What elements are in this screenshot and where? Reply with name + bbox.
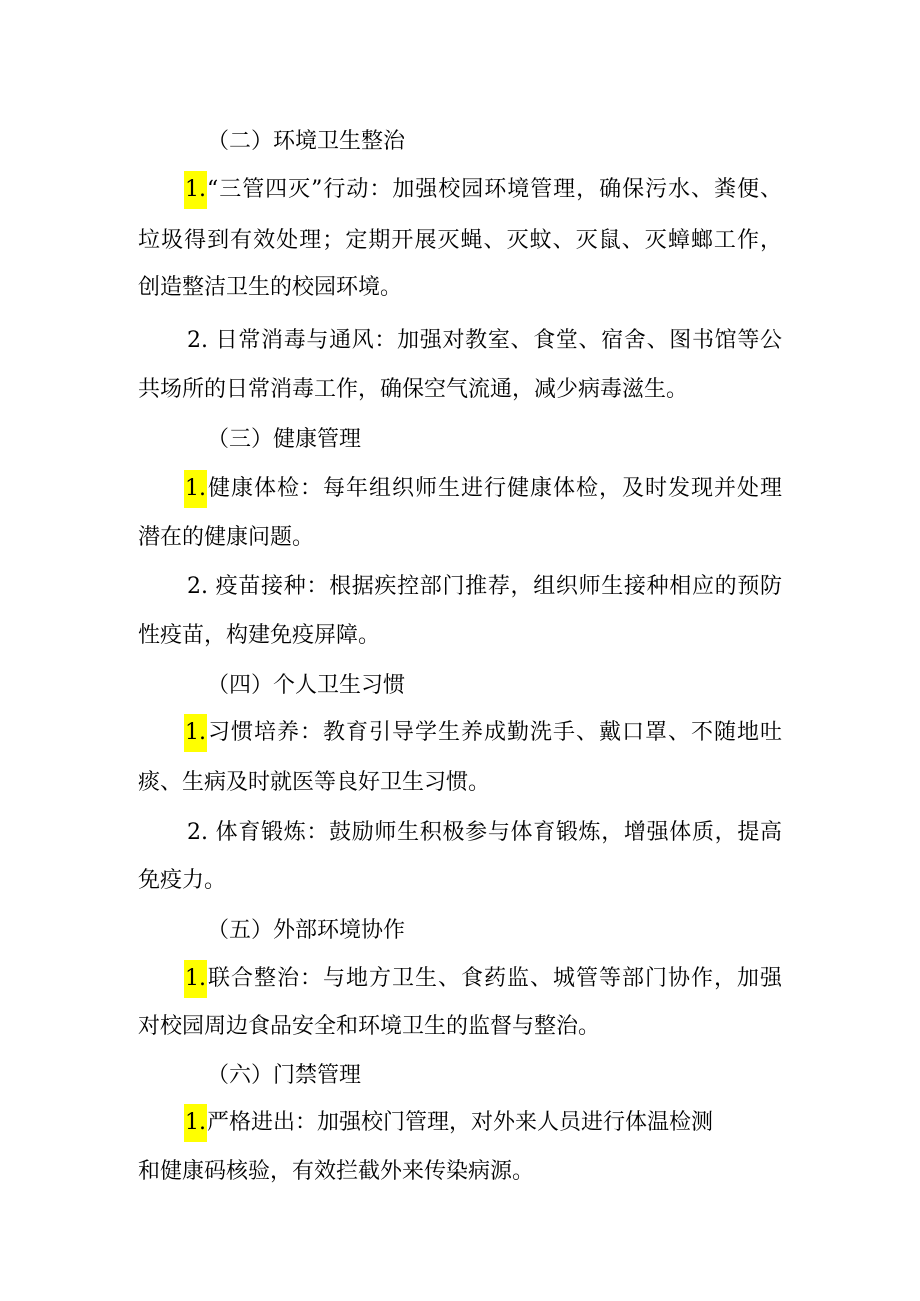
- item-number: 2.: [187, 820, 208, 845]
- item-number-highlighted: 1.: [184, 470, 207, 508]
- section-heading: （三）健康管理: [207, 427, 362, 452]
- paragraph-line: [187, 322, 782, 360]
- paragraph-line: [184, 714, 782, 752]
- paragraph-line: [184, 1104, 713, 1142]
- paragraph-text: 严格进出：加强校门管理，对外来人员进行体温检测: [207, 1110, 714, 1135]
- section-heading: （二）环境卫生整治: [207, 129, 406, 154]
- item-number: 2.: [187, 574, 208, 599]
- section-heading: （五）外部环境协作: [207, 918, 406, 943]
- section-heading: （四）个人卫生习惯: [207, 673, 406, 698]
- paragraph-text: 日常消毒与通风：加强对教室、食堂、宿舍、图书馆等公: [208, 328, 782, 353]
- item-number: 2.: [187, 328, 208, 353]
- paragraph-line: 潜在的健康问题。: [138, 525, 315, 550]
- paragraph-line: [184, 470, 782, 508]
- paragraph-line: 痰、生病及时就医等良好卫生习惯。: [138, 770, 491, 795]
- paragraph-line: 对校园周边食品安全和环境卫生的监督与整治。: [138, 1014, 601, 1039]
- paragraph-text: 习惯培养：教育引导学生养成勤洗手、戴口罩、不随地吐: [207, 720, 782, 745]
- section-heading: （六）门禁管理: [207, 1063, 362, 1088]
- item-number-highlighted: 1.: [184, 960, 207, 998]
- paragraph-text: 健康体检：每年组织师生进行健康体检，及时发现并处理: [207, 476, 782, 501]
- paragraph-line: [187, 814, 782, 852]
- paragraph-line: [187, 568, 782, 606]
- paragraph-line: 共场所的日常消毒工作，确保空气流通，减少病毒滋生。: [138, 377, 689, 402]
- paragraph-text: 联合整治：与地方卫生、食药监、城管等部门协作，加强: [207, 966, 782, 991]
- item-number-highlighted: 1.: [184, 171, 207, 209]
- paragraph-line: 创造整洁卫生的校园环境。: [138, 275, 403, 300]
- paragraph-line: 和健康码核验，有效拦截外来传染病源。: [138, 1159, 535, 1184]
- paragraph-line: 性疫苗，构建免疫屏障。: [138, 623, 381, 648]
- item-number-highlighted: 1.: [184, 714, 207, 752]
- paragraph-line: 垃圾得到有效处理；定期开展灭蝇、灭蚊、灭鼠、灭蟑螂工作，: [138, 228, 782, 253]
- paragraph-line: [184, 171, 782, 209]
- paragraph-line: [184, 960, 782, 998]
- item-number-highlighted: 1.: [184, 1104, 207, 1142]
- paragraph-line: 免疫力。: [138, 868, 227, 893]
- paragraph-text: “三管四灭”行动：加强校园环境管理，确保污水、粪便、: [207, 177, 782, 202]
- paragraph-text: 体育锻炼：鼓励师生积极参与体育锻炼，增强体质，提高: [208, 820, 782, 845]
- paragraph-text: 疫苗接种：根据疾控部门推荐，组织师生接种相应的预防: [208, 574, 782, 599]
